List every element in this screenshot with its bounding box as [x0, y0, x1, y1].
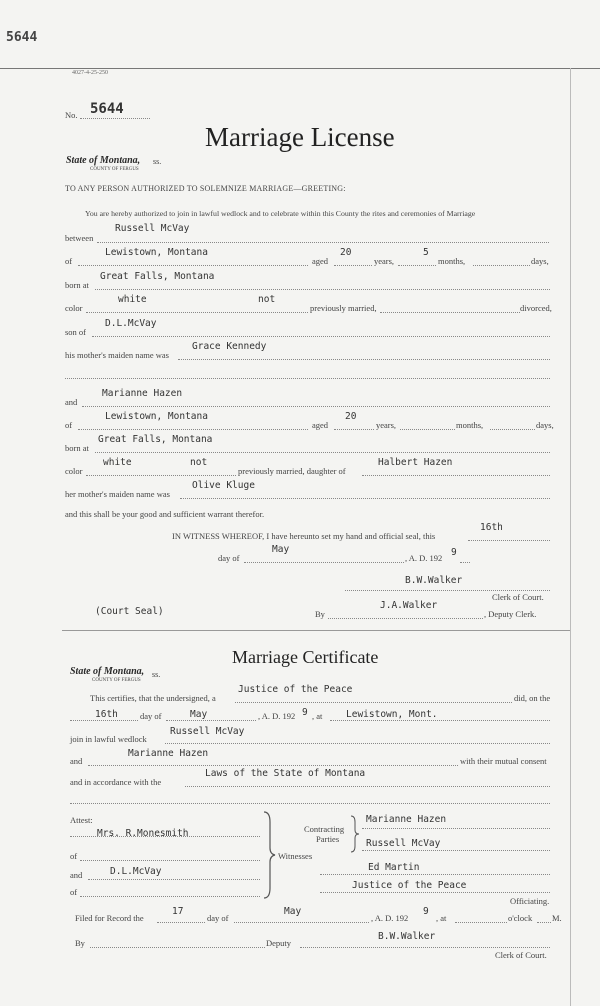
certificate-ss: ss. [152, 670, 161, 679]
bride-months-label: months, [456, 420, 484, 430]
groom-age: 20 [340, 247, 352, 258]
warrant-text: and this shall be your good and sufficient warrant therefor. [65, 509, 265, 519]
filed-day-of-label: day of [207, 913, 229, 923]
bride-born-label: born at [65, 443, 89, 453]
certificate-county-label: COUNTY OF FERGUS [92, 678, 141, 683]
party-1: Marianne Hazen [366, 814, 447, 825]
cert-day-of-label: day of [140, 711, 162, 721]
did-on-label: did, on the [514, 693, 551, 703]
groom-years-label: years, [374, 256, 395, 266]
cert-clerk-name: B.W.Walker [378, 931, 436, 942]
clerk-label: Clerk of Court. [492, 592, 544, 602]
bride-color-label: color [65, 466, 83, 476]
bride-birthplace: Great Falls, Montana [98, 434, 213, 445]
witnesses-label: Witnesses [278, 851, 313, 861]
bride-previously: not [190, 457, 208, 468]
witness-1: Mrs. R.Monesmith [97, 828, 189, 839]
license-greeting: TO ANY PERSON AUTHORIZED TO SOLEMNIZE MARRIAGE—GREETING: [65, 184, 346, 193]
cert-groom: Russell McVay [170, 726, 245, 737]
bride-of-label: of [65, 420, 73, 430]
section-divider [62, 630, 570, 631]
deputy-name: J.A.Walker [380, 600, 438, 611]
cert-laws: Laws of the State of Montana [205, 768, 366, 779]
bride-mother: Olive Kluge [192, 480, 255, 491]
top-border [0, 68, 600, 69]
groom-months-label: months, [438, 256, 466, 266]
groom-color-label: color [65, 303, 83, 313]
issue-year-digit: 9 [451, 547, 457, 558]
daughter-of-label: previously married, daughter of [238, 466, 346, 476]
license-number: 5644 [90, 101, 124, 117]
groom-previously: not [258, 294, 276, 305]
cert-by-label: By [75, 938, 85, 948]
cert-year-digit: 9 [302, 707, 308, 718]
witness-text: IN WITNESS WHEREOF, I have hereunto set my hand and official seal, this [172, 531, 436, 541]
filed-day: 17 [172, 906, 184, 917]
groom-of-label: of [65, 256, 73, 266]
sheet-number: 5644 [6, 30, 38, 45]
groom-mother-label: his mother's maiden name was [65, 350, 169, 360]
officiant-title-signed: Justice of the Peace [352, 880, 467, 891]
bride-name: Marianne Hazen [102, 388, 183, 399]
cert-day: 16th [95, 709, 118, 720]
bride-mother-label: her mother's maiden name was [65, 489, 170, 499]
issue-day-of-label: day of [218, 553, 240, 563]
clerk-name: B.W.Walker [405, 575, 463, 586]
oclock-label: o'clock [508, 913, 533, 923]
issue-ad-label: , A. D. 192 [405, 553, 443, 563]
groom-residence: Lewistown, Montana [105, 247, 208, 258]
license-county-label: COUNTY OF FERGUS [90, 167, 139, 172]
witness-2-of-label: of [70, 887, 78, 897]
cert-ad-label: , A. D. 192 [258, 711, 296, 721]
bride-days-label: days, [536, 420, 554, 430]
party-2: Russell McVay [366, 838, 441, 849]
certificate-title: Marriage Certificate [232, 647, 379, 667]
accordance-label: and in accordance with the [70, 777, 162, 787]
bride-father: Halbert Hazen [378, 457, 453, 468]
filed-month: May [284, 906, 302, 917]
bride-color: white [103, 457, 132, 468]
groom-born-label: born at [65, 280, 89, 290]
certificate-state-label: State of Montana, [70, 666, 145, 677]
between-label: between [65, 233, 94, 243]
deputy-by-label: By [315, 609, 325, 619]
issue-day: 16th [480, 522, 503, 533]
witness-1-of-label: of [70, 851, 78, 861]
cert-place: Lewistown, Mont. [346, 709, 438, 720]
bride-aged-label: aged [312, 420, 329, 430]
groom-birthplace: Great Falls, Montana [100, 271, 215, 282]
authorization-text: You are hereby authorized to join in lawful wedlock and to celebrate within this County the rites and ceremonies of Marriage [85, 209, 476, 218]
cert-at-label: , at [312, 711, 323, 721]
consent-label: with their mutual consent [460, 756, 547, 766]
issue-month: May [272, 544, 290, 555]
bride-and-label: and [65, 397, 78, 407]
divorced-label: divorced, [520, 303, 552, 313]
groom-days-label: days, [531, 256, 549, 266]
cert-month: May [190, 709, 208, 720]
witnesses-brace [262, 810, 278, 900]
groom-months: 5 [423, 247, 429, 258]
printer-imprint: 4027-4-25-250 [72, 70, 108, 76]
cert-bride: Marianne Hazen [128, 748, 209, 759]
groom-name: Russell McVay [115, 223, 190, 234]
groom-color: white [118, 294, 147, 305]
right-border [570, 68, 571, 1006]
groom-aged-label: aged [312, 256, 329, 266]
license-title: Marriage License [205, 122, 395, 152]
filed-year-digit: 9 [423, 906, 429, 917]
officiant-title: Justice of the Peace [238, 684, 353, 695]
bride-years-label: years, [376, 420, 397, 430]
deputy-clerk-label: , Deputy Clerk. [484, 609, 537, 619]
parties-label: Parties [316, 834, 340, 844]
groom-father: D.L.McVay [105, 318, 157, 329]
cert-clerk-label: Clerk of Court. [495, 950, 547, 960]
groom-mother: Grace Kennedy [192, 341, 267, 352]
bride-age: 20 [345, 411, 357, 422]
witness-2: D.L.McVay [110, 866, 162, 877]
cert-and-label: and [70, 756, 83, 766]
son-of-label: son of [65, 327, 87, 337]
filed-at-label: , at [436, 913, 447, 923]
license-state-label: State of Montana, [66, 155, 141, 166]
join-label: join in lawful wedlock [70, 734, 147, 744]
contracting-label: Contracting [304, 824, 345, 834]
m-label: M. [552, 913, 562, 923]
license-ss: ss. [153, 157, 162, 166]
parties-brace [349, 814, 361, 854]
certifies-text: This certifies, that the undersigned, a [90, 693, 216, 703]
filed-ad-label: , A. D. 192 [371, 913, 409, 923]
witness-2-and-label: and [70, 870, 83, 880]
attest-label: Attest: [70, 815, 93, 825]
cert-deputy-label: Deputy [266, 938, 292, 948]
court-seal: (Court Seal) [95, 606, 164, 617]
officiating-label: Officiating. [510, 896, 550, 906]
officiant-name: Ed Martin [368, 862, 420, 873]
filed-label: Filed for Record the [75, 913, 144, 923]
previously-married-label: previously married, [310, 303, 377, 313]
bride-residence: Lewistown, Montana [105, 411, 208, 422]
license-no-label: No. [65, 110, 78, 120]
